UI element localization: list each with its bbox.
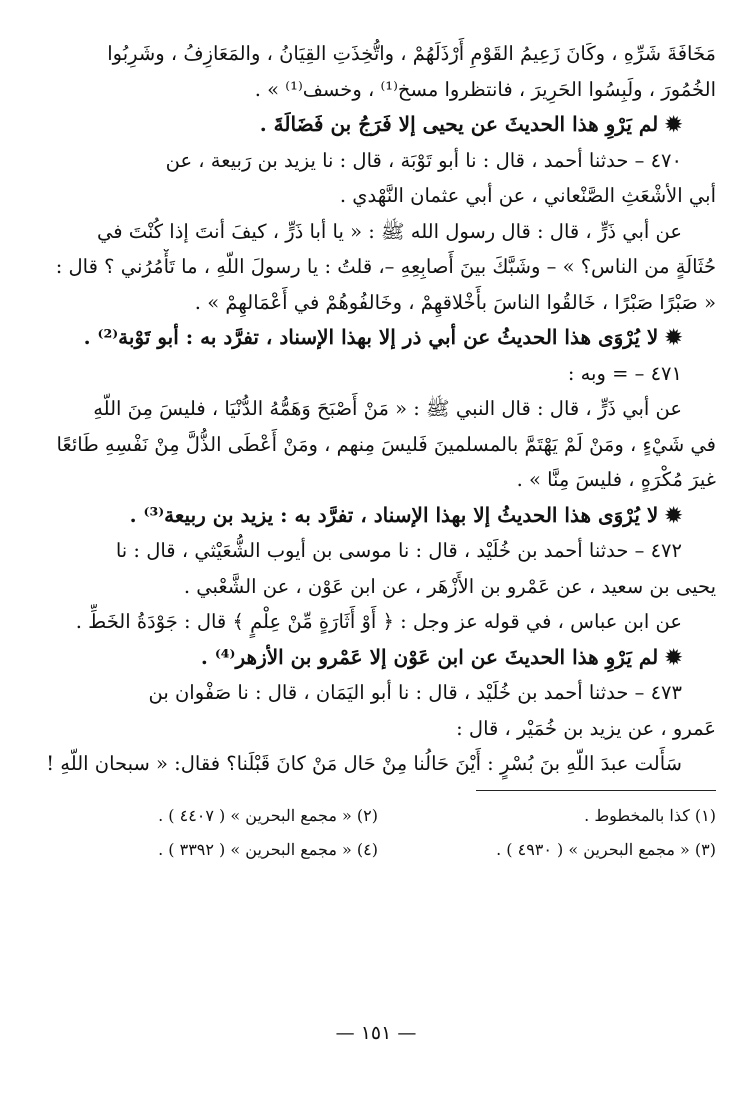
text-line: أبي الأشْعَثِ الصَّنْعاني ، عن أبي عثمان النَّهْدي . bbox=[339, 184, 716, 207]
hadith-472-isnad: ٤٧٢ – حدثنا أحمد بن خُلَيْد ، قال : نا موسى بن أيوب الشُّعَيْثي ، قال : نا bbox=[115, 539, 682, 562]
hadith-470-isnad: ٤٧٠ – حدثنا أحمد ، قال : نا أبو تَوْبَة ، قال : نا يزيد بن رَبيعة ، عن bbox=[165, 148, 682, 172]
text-line: في شَيْءٍ ، ومَنْ لَمْ يَهْتَمَّ بالمسلمينَ فَليسَ مِنهم ، ومَنْ أَعْطَى الذُّلَّ مِنْ نَفْسِهِ طَائعًا bbox=[56, 432, 716, 456]
hadith-note: ✹ لا يُرْوَى هذا الحديثُ عن أبي ذر إلا بهذا الإسناد ، تفرَّد به : أبو تَوْبة⁽²⁾ . bbox=[83, 325, 682, 349]
hadith-473-isnad: ٤٧٣ – حدثنا أحمد بن خُلَيْد ، قال : نا أبو اليَمَان ، قال : نا صَفْوان بن bbox=[148, 681, 682, 704]
text-line: مَخَافَةَ شَرِّهِ ، وكَانَ زَعِيمُ القَوْمِ أَرْذَلَهُمْ ، واتُّخِذَتِ القِيَانُ ، والمَعَازِفُ ، وشَرِبُوا bbox=[107, 42, 716, 65]
footnote: (٤) « مجمع البحرين » ( ٣٣٩٢ ) . bbox=[158, 839, 378, 859]
text-line: حُثَالَةٍ من الناس؟ » – وشَبَّكَ بينَ أَصابِعِهِ –، قلتُ : يا رسولَ اللّهِ ، ما تَأْمُرُني ؟ قال : bbox=[55, 255, 716, 278]
page-number: — ١٥١ — bbox=[335, 1022, 417, 1044]
book-page bbox=[40, 36, 716, 1066]
text-line: يحيى بن سعيد ، عن عَمْرو بن الأَزْهَر ، عن ابن عَوْن ، عن الشَّعْبي . bbox=[183, 574, 716, 598]
hadith-470-matn: عن أبي ذَرٍّ ، قال : قال رسول الله ﷺ : « يا أبا ذَرٍّ ، كيفَ أنتَ إذا كُنْتَ في bbox=[97, 219, 682, 243]
text-line: « صَبْرًا صَبْرًا ، خَالقُوا الناسَ بأَخْلاقهِمْ ، وخَالفُوهُمْ في أَعْمَالهِمْ » . bbox=[194, 290, 716, 314]
hadith-note: ✹ لم يَرْوِ هذا الحديثَ عن ابن عَوْن إلا عَمْرو بن الأزهر⁽⁴⁾ . bbox=[200, 644, 682, 669]
hadith-note: ✹ لم يَرْوِ هذا الحديثَ عن يحيى إلا فَرَجُ بن فَضَالَةَ . bbox=[259, 112, 682, 136]
footnote-row bbox=[40, 833, 716, 867]
hadith-note: ✹ لا يُرْوَى هذا الحديثُ إلا بهذا الإسناد ، تفرَّد به : يزيد بن ربيعة⁽³⁾ . bbox=[129, 502, 682, 527]
footnote-row bbox=[40, 799, 716, 833]
footnote-divider bbox=[476, 790, 716, 791]
text-line: غيرَ مُكْرَهٍ ، فليسَ مِنَّا » . bbox=[516, 468, 716, 491]
footnote: (٣) « مجمع البحرين » ( ٤٩٣٠ ) . bbox=[496, 839, 716, 859]
text-line: عَمرو ، عن يزيد بن خُمَيْر ، قال : bbox=[456, 716, 716, 740]
text-line: الخُمُورَ ، ولَبِسُوا الحَرِيرَ ، فانتظروا مسخ⁽¹⁾ ، وخسف⁽¹⁾ » . bbox=[254, 77, 716, 101]
hadith-472-matn: عن ابن عباس ، في قوله عز وجل : ﴿ أَوْ أَثَارَةٍ مِّنْ عِلْمٍ ﴾ قال : جَوْدَةُ الخَطِّ . bbox=[75, 610, 682, 633]
hadith-471-matn: عن أبي ذَرٍّ ، قال : قال النبي ﷺ : « مَنْ أَصْبَحَ وَهَمُّهُ الدُّنْيَا ، فليسَ مِنَ اللّهِ bbox=[93, 397, 682, 420]
footnote: (١) كذا بالمخطوط . bbox=[584, 805, 716, 825]
footnotes bbox=[40, 799, 716, 867]
hadith-473-matn: سَأَلت عبدَ اللّهِ بنَ بُسْرٍ : أَيْنَ حَالُنا مِنْ حَال مَنْ كانَ قَبْلَنا؟ فقال: « سبحان اللّهِ ! bbox=[46, 752, 682, 775]
hadith-471-isnad: ٤٧١ – = وبه : bbox=[567, 361, 682, 385]
footnote: (٢) « مجمع البحرين » ( ٤٤٠٧ ) . bbox=[158, 805, 378, 825]
